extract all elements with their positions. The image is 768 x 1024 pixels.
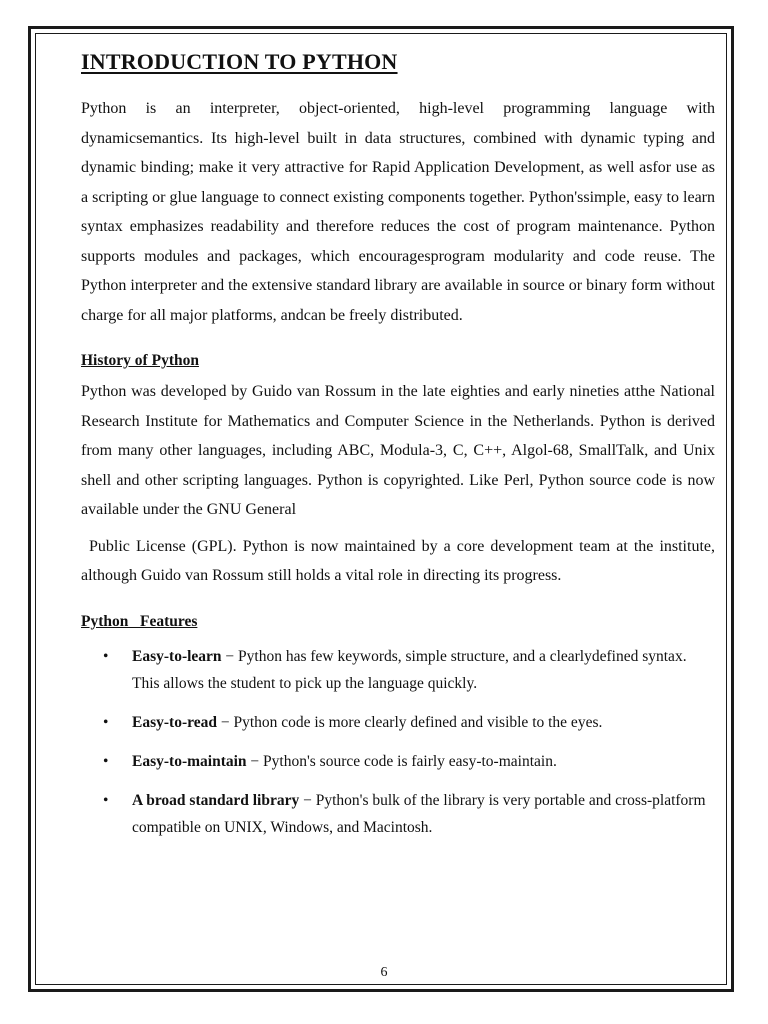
feature-text: Python has few keywords, simple structure, and a clearlydefined syntax. This allows the student to pick up the language quickly.	[132, 647, 687, 692]
feature-text: Python code is more clearly defined and visible to the eyes.	[233, 713, 603, 731]
list-item	[81, 787, 715, 841]
feature-term: A broad standard library	[132, 791, 300, 809]
bullet-icon: •	[103, 752, 109, 770]
feature-term: Easy-to-read	[132, 713, 217, 731]
history-heading: History of Python	[81, 352, 199, 369]
features-heading	[81, 611, 715, 633]
list-item	[81, 643, 715, 697]
feature-term: Easy-to-maintain	[132, 752, 247, 770]
feature-separator: −	[246, 752, 264, 770]
feature-list	[81, 643, 715, 841]
feature-text: Python's source code is fairly easy-to-maintain.	[263, 752, 557, 770]
list-item	[81, 709, 715, 736]
features-heading-text: Python Features	[81, 612, 198, 630]
bullet-icon: •	[103, 713, 109, 731]
feature-separator: −	[216, 713, 234, 731]
bullet-icon: •	[103, 647, 109, 665]
history-paragraph-1: Python was developed by Guido van Rossum in the late eighties and early nineties atthe National Research Institute for Mathematics and Computer Science in the Netherlands. Python is derived from many other languages, including ABC, Modula-3, C, C++, Algol-68, SmallTalk, and Unix shell and other scripting languages. Python is copyrighted. Like Perl, Python source code is now available under the GNU General	[81, 383, 715, 518]
bullet-icon: •	[103, 791, 109, 809]
page-content	[81, 45, 715, 853]
intro-paragraph: Python is an interpreter, object-oriented, high-level programming language with dynamicsemantics. Its high-level built in data structures, combined with dynamic typing and dynamic binding; make it very attractive for Rapid Application Development, as well asfor use as a scripting or glue language to connect existing components together. Python'ssimple, easy to learn syntax emphasizes readability and therefore reduces the cost of program maintenance. Python supports modules and packages, which encouragesprogram modularity and code reuse. The Python interpreter and the extensive standard library are available in source or binary form without charge for all major platforms, andcan be freely distributed.	[81, 100, 715, 324]
feature-separator: −	[299, 791, 316, 809]
page-title: INTRODUCTION TO PYTHON	[81, 49, 398, 74]
list-item	[81, 748, 715, 775]
page-number: 6	[380, 965, 388, 980]
feature-term: Easy-to-learn	[132, 647, 222, 665]
history-paragraph-2: Public License (GPL). Python is now maintained by a core development team at the institute, although Guido van Rossum still holds a vital role in directing its progress.	[81, 537, 715, 584]
feature-separator: −	[221, 647, 239, 665]
feature-text: Python's bulk of the library is very portable and cross-platform compatible on UNIX, Windows, and Macintosh.	[132, 791, 706, 836]
